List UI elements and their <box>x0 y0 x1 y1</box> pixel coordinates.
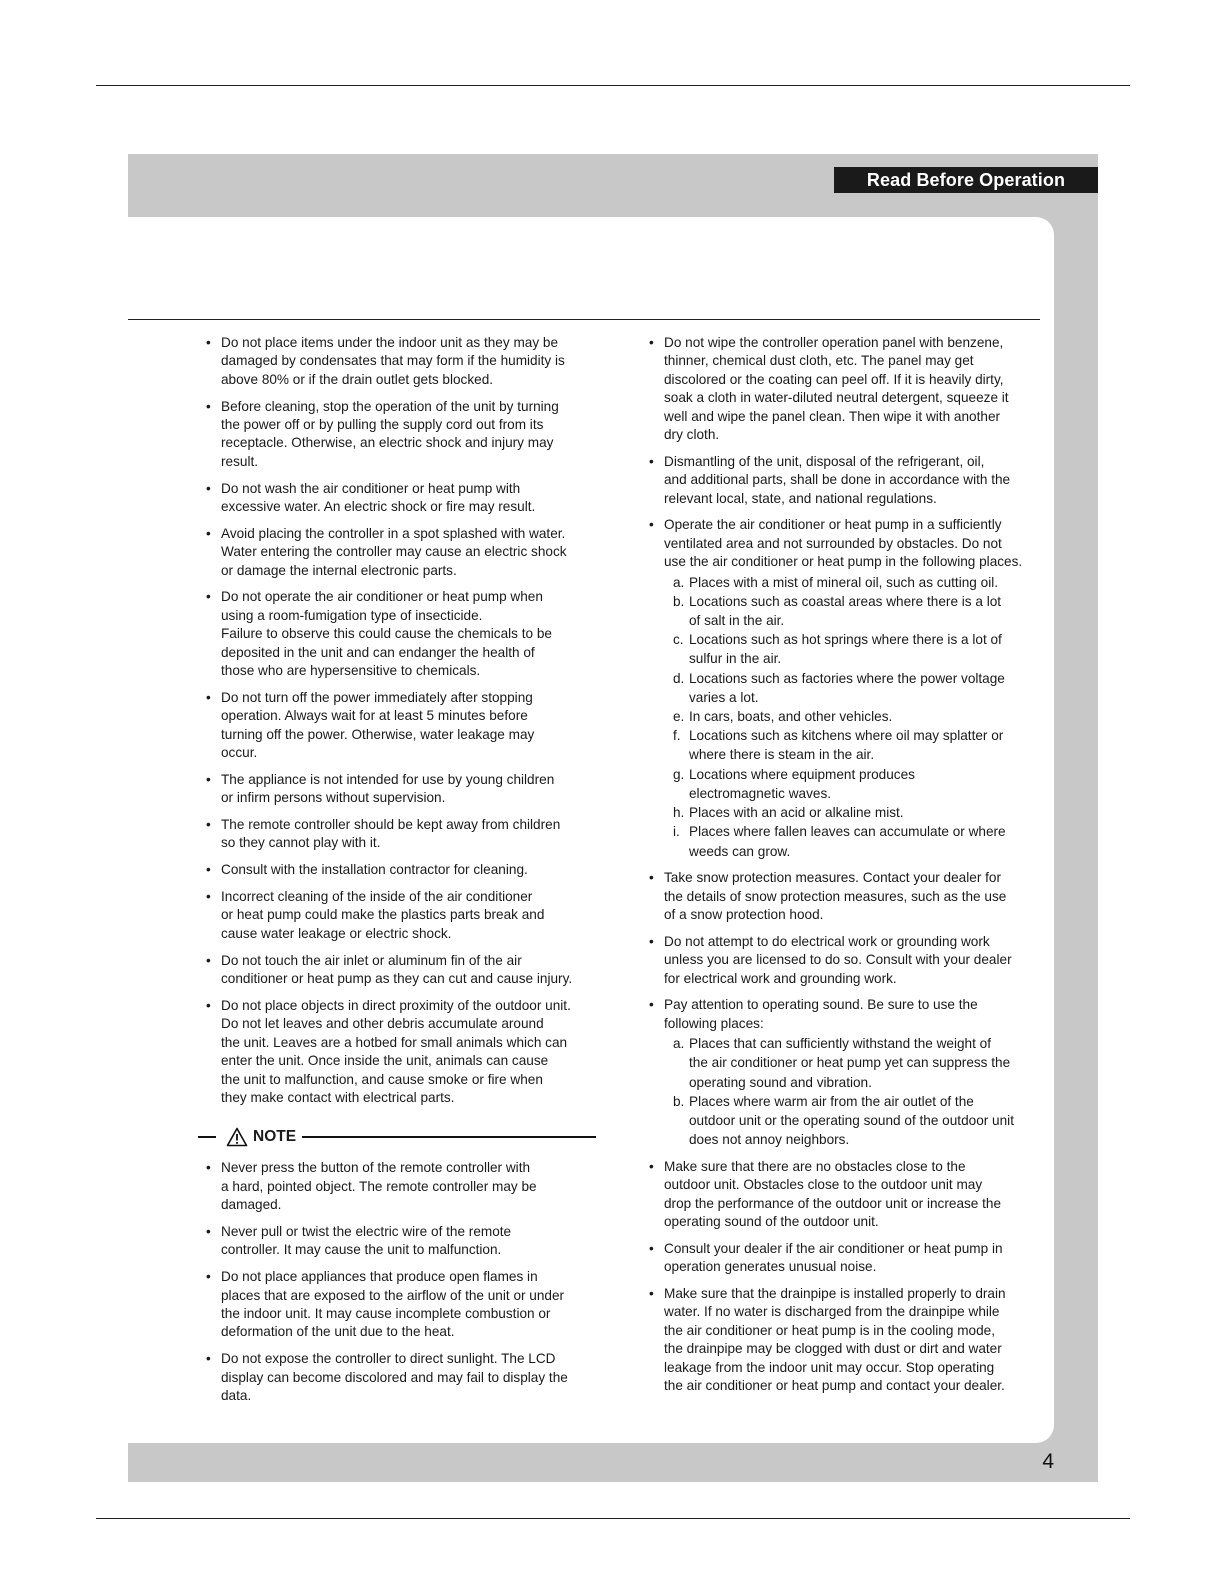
text-line: • Before cleaning, stop the operation of the unit by turning <box>221 398 559 414</box>
note-heading <box>198 1125 596 1149</box>
text-line: outdoor unit. Obstacles close to the outdoor unit may <box>664 1177 983 1193</box>
text-line: use the air conditioner or heat pump in the following places. <box>664 554 1023 570</box>
text-line: ventilated area and not surrounded by obstacles. Do not <box>664 535 1002 551</box>
text-line: or damage the internal electronic parts. <box>221 562 457 578</box>
sub-item <box>673 630 1043 668</box>
text-line: damaged by condensates that may form if the humidity is <box>221 353 565 369</box>
note-bullet-list <box>206 1159 596 1405</box>
text-line: the indoor unit. It may cause incomplete combustion or <box>221 1305 551 1321</box>
text-line: the air conditioner or heat pump and contact your dealer. <box>664 1377 1005 1393</box>
text-line: Places with a mist of mineral oil, such as cutting oil. <box>689 574 999 590</box>
text-line: for electrical work and grounding work. <box>664 970 897 986</box>
text-line: drop the performance of the outdoor unit or increase the <box>664 1195 1002 1211</box>
text-line: of salt in the air. <box>689 613 785 629</box>
text-line: the air conditioner or heat pump yet can suppress the <box>689 1055 1011 1071</box>
text-line: Do not let leaves and other debris accumulate around <box>221 1016 544 1032</box>
text-line: operation generates unusual noise. <box>664 1259 877 1275</box>
text-line: does not annoy neighbors. <box>689 1132 850 1148</box>
text-line: well and wipe the panel clean. Then wipe it with another <box>664 408 1001 424</box>
text-line: Locations such as kitchens where oil may splatter or <box>689 728 1004 744</box>
text-line: dry cloth. <box>664 427 720 443</box>
text-line: • Do not wipe the controller operation panel with benzene, <box>664 335 1004 350</box>
text-line: excessive water. An electric shock or fire may result. <box>221 499 536 515</box>
sub-item-letter: a. <box>673 574 685 590</box>
sub-list <box>673 1034 1043 1149</box>
text-line: enter the unit. Once inside the unit, animals can cause <box>221 1053 549 1069</box>
bullet-item <box>206 997 596 1107</box>
text-line: receptacle. Otherwise, an electric shock and injury may <box>221 435 554 451</box>
text-line: Water entering the controller may cause an electric shock <box>221 544 567 560</box>
sub-list <box>673 573 1043 861</box>
text-line: operating sound of the outdoor unit. <box>664 1213 879 1229</box>
text-line: • Never press the button of the remote controller with <box>221 1160 531 1176</box>
bullet-item <box>206 1159 596 1214</box>
text-line: water. If no water is discharged from the drainpipe while <box>664 1304 1000 1320</box>
text-line: weeds can grow. <box>689 843 791 859</box>
text-line: the details of snow protection measures, such as the use <box>664 888 1007 904</box>
text-line: soak a cloth in water-diluted neutral detergent, squeeze it <box>664 390 1009 406</box>
sub-item <box>673 669 1043 707</box>
right-bullet-list <box>649 334 1043 1395</box>
text-line: • Incorrect cleaning of the inside of the air conditioner <box>221 889 533 905</box>
bullet-item <box>206 1268 596 1342</box>
text-line: • Do not turn off the power immediately after stopping <box>221 689 533 705</box>
right-column <box>649 334 1043 1404</box>
text-line: Locations such as factories where the power voltage <box>689 670 1005 686</box>
text-line: In cars, boats, and other vehicles. <box>689 709 893 725</box>
sub-item <box>673 573 1043 592</box>
text-line: cause water leakage or electric shock. <box>221 925 452 941</box>
sub-item <box>673 822 1043 860</box>
sub-item <box>673 726 1043 764</box>
text-line: deformation of the unit due to the heat. <box>221 1324 455 1340</box>
bullet-item <box>649 996 1043 1149</box>
sub-item-letter: a. <box>673 1036 685 1052</box>
text-line: • Consult with the installation contractor for cleaning. <box>221 862 528 878</box>
bullet-item <box>649 1285 1043 1395</box>
note-label: NOTE <box>253 1128 297 1146</box>
text-line: • Consult your dealer if the air conditioner or heat pump in <box>664 1240 1003 1256</box>
sub-item-letter: e. <box>673 709 685 725</box>
text-line: those who are hypersensitive to chemicals. <box>221 663 481 679</box>
text-line: sulfur in the air. <box>689 651 782 667</box>
text-line: • Make sure that the drainpipe is installed properly to drain <box>664 1285 1006 1301</box>
text-line: Locations such as hot springs where there is a lot of <box>689 632 1002 648</box>
text-line: Places with an acid or alkaline mist. <box>689 805 904 821</box>
text-line: occur. <box>221 745 258 761</box>
text-line: and additional parts, shall be done in accordance with the <box>664 472 1011 488</box>
text-line: Places that can sufficiently withstand the weight of <box>689 1036 992 1052</box>
text-line: • Do not wash the air conditioner or heat pump with <box>221 480 521 496</box>
text-line: • Never pull or twist the electric wire of the remote <box>221 1223 512 1239</box>
bullet-item <box>206 861 596 879</box>
bottom-page-rule <box>96 1518 1130 1519</box>
note-dash <box>198 1136 216 1138</box>
text-line: where there is steam in the air. <box>689 747 875 763</box>
text-line: • Do not operate the air conditioner or heat pump when <box>221 589 543 605</box>
text-line: • Do not attempt to do electrical work or grounding work <box>664 933 990 949</box>
bullet-item <box>649 1158 1043 1232</box>
sub-item-letter: g. <box>673 766 685 782</box>
bullet-item <box>206 888 596 943</box>
text-line: operating sound and vibration. <box>689 1074 872 1090</box>
bullet-item <box>206 480 596 517</box>
bullet-item <box>649 869 1043 924</box>
sub-item-letter: f. <box>673 728 681 744</box>
text-line: turning off the power. Otherwise, water leakage may <box>221 726 535 742</box>
sub-item-letter: b. <box>673 1093 685 1109</box>
text-line: discolored or the coating can peel off. If it is heavily dirty, <box>664 371 1004 387</box>
sub-item <box>673 1092 1043 1150</box>
text-line: conditioner or heat pump as they can cut and cause injury. <box>221 971 573 987</box>
bullet-item <box>206 1350 596 1405</box>
text-line: • The appliance is not intended for use by young children <box>221 771 555 787</box>
text-line: controller. It may cause the unit to malfunction. <box>221 1242 502 1258</box>
bullet-item <box>206 588 596 680</box>
text-line: • The remote controller should be kept away from children <box>221 817 561 833</box>
sub-item-letter: c. <box>673 632 684 648</box>
bullet-item <box>206 816 596 853</box>
text-line: the power off or by pulling the supply cord out from its <box>221 417 544 433</box>
warning-triangle-icon <box>226 1127 248 1147</box>
text-line: outdoor unit or the operating sound of the outdoor unit <box>689 1112 1014 1128</box>
bullet-item <box>206 334 596 389</box>
text-line: thinner, chemical dust cloth, etc. The panel may get <box>664 353 974 369</box>
text-line: unless you are licensed to do so. Consult with your dealer <box>664 952 1012 968</box>
text-line: leakage from the indoor unit may occur. Stop operating <box>664 1359 995 1375</box>
left-bullet-list <box>206 334 596 1107</box>
page-number: 4 <box>1042 1450 1054 1473</box>
bullet-item <box>649 453 1043 508</box>
text-line: display can become discolored and may fail to display the <box>221 1369 568 1385</box>
text-line: a hard, pointed object. The remote controller may be <box>221 1178 537 1194</box>
text-line: operation. Always wait for at least 5 minutes before <box>221 708 528 724</box>
text-line: or heat pump could make the plastics parts break and <box>221 907 545 923</box>
bullet-item <box>206 525 596 580</box>
sub-item <box>673 592 1043 630</box>
text-line: • Take snow protection measures. Contact your dealer for <box>664 870 1001 886</box>
text-line: data. <box>221 1387 252 1403</box>
sub-item-letter: d. <box>673 670 685 686</box>
text-line: the unit. Leaves are a hotbed for small animals which can <box>221 1034 568 1050</box>
bullet-item <box>206 952 596 989</box>
bullet-item <box>206 689 596 763</box>
text-line: • Do not expose the controller to direct sunlight. The LCD <box>221 1351 556 1367</box>
bullet-item <box>649 1240 1043 1277</box>
text-line: • Make sure that there are no obstacles close to the <box>664 1158 966 1174</box>
text-line: • Do not touch the air inlet or aluminum fin of the air <box>221 952 522 968</box>
text-line: • Pay attention to operating sound. Be sure to use the <box>664 997 978 1013</box>
sub-item <box>673 1034 1043 1092</box>
text-line: above 80% or if the drain outlet gets blocked. <box>221 371 494 387</box>
section-header-badge: Read Before Operation <box>834 167 1098 193</box>
sub-item <box>673 707 1043 726</box>
bullet-item <box>206 1223 596 1260</box>
text-line: damaged. <box>221 1197 282 1213</box>
text-line: relevant local, state, and national regulations. <box>664 490 937 506</box>
bullet-item <box>206 398 596 472</box>
bullet-item <box>206 771 596 808</box>
text-line: Places where fallen leaves can accumulate or where <box>689 824 1006 840</box>
text-line: • Do not place objects in direct proximity of the outdoor unit. <box>221 997 571 1013</box>
bullet-item <box>649 933 1043 988</box>
text-line: the unit to malfunction, and cause smoke or fire when <box>221 1071 543 1087</box>
sub-item-letter: i. <box>673 824 680 840</box>
text-line: they make contact with electrical parts. <box>221 1089 455 1105</box>
text-line: Locations where equipment produces <box>689 766 915 782</box>
top-page-rule <box>96 85 1130 86</box>
text-line: of a snow protection hood. <box>664 906 824 922</box>
sub-item <box>673 803 1043 822</box>
text-line: deposited in the unit and can endanger the health of <box>221 644 535 660</box>
text-line: Places where warm air from the air outlet of the <box>689 1093 974 1109</box>
text-line: • Do not place appliances that produce open flames in <box>221 1269 538 1285</box>
text-line: • Dismantling of the unit, disposal of the refrigerant, oil, <box>664 453 985 469</box>
sub-item-letter: b. <box>673 593 685 609</box>
text-line: • Operate the air conditioner or heat pump in a sufficiently <box>664 517 1002 533</box>
text-line: the drainpipe may be clogged with dust or dirt and water <box>664 1341 1002 1357</box>
text-line: following places: <box>664 1015 764 1031</box>
section-divider <box>128 319 1040 320</box>
text-line: varies a lot. <box>689 689 759 705</box>
text-line: places that are exposed to the airflow of the unit or under <box>221 1287 565 1303</box>
text-line: Failure to observe this could cause the chemicals to be <box>221 626 552 642</box>
sub-item <box>673 765 1043 803</box>
text-line: the air conditioner or heat pump is in the cooling mode, <box>664 1322 995 1338</box>
sub-item-letter: h. <box>673 805 685 821</box>
text-line: so they cannot play with it. <box>221 835 381 851</box>
text-line: electromagnetic waves. <box>689 785 832 801</box>
text-line: result. <box>221 453 259 469</box>
bullet-item <box>649 516 1043 860</box>
text-line: or infirm persons without supervision. <box>221 790 446 806</box>
text-line: using a room-fumigation type of insecticide. <box>221 607 483 623</box>
bullet-item <box>649 334 1043 444</box>
text-line: Locations such as coastal areas where there is a lot <box>689 593 1002 609</box>
text-line: • Do not place items under the indoor unit as they may be <box>221 335 559 350</box>
text-line: • Avoid placing the controller in a spot splashed with water. <box>221 525 566 541</box>
left-column <box>206 334 596 1414</box>
note-rule <box>302 1136 596 1138</box>
